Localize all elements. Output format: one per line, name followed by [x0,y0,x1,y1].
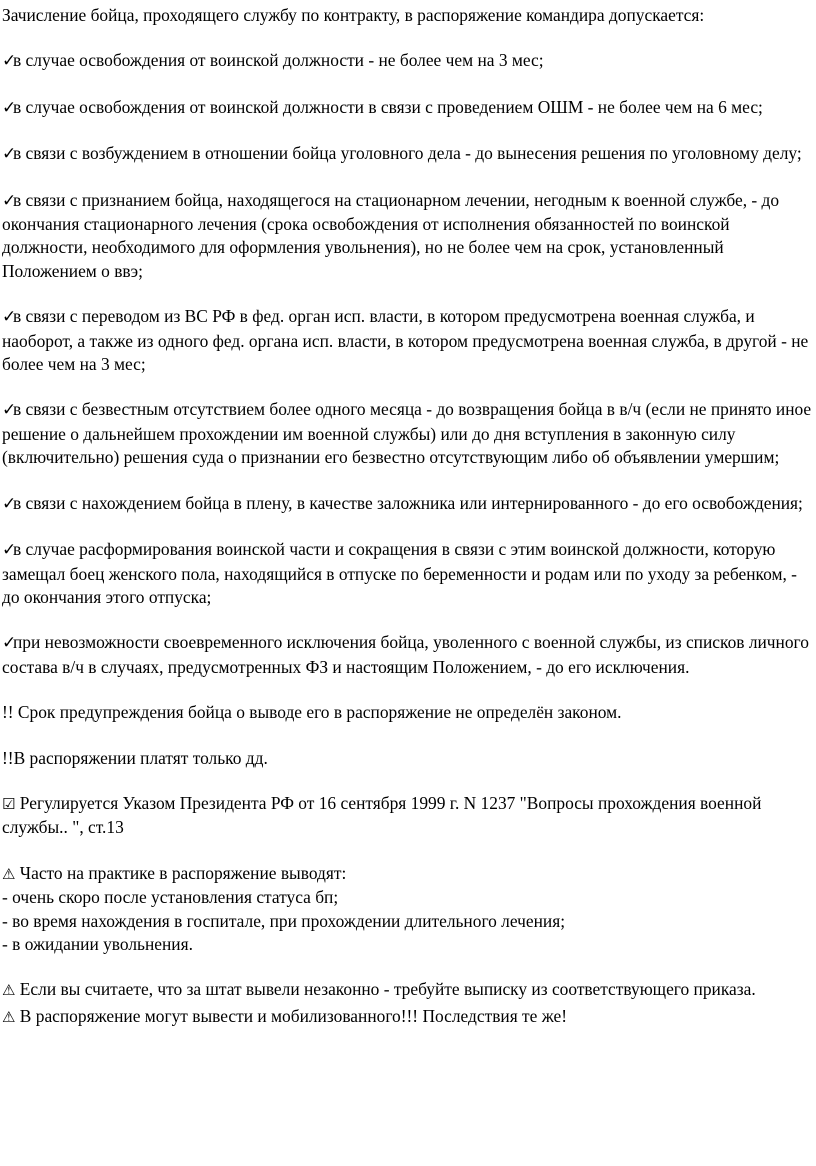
warning-period-note: !! Срок предупреждения бойца о выводе его в распоряжение не определён законом. [2,702,622,723]
illegal-removal-text: Если вы считаете, что за штат вывели незаконно - требуйте выписку из соответствующего приказа. [15,979,756,1000]
list-item [2,96,812,120]
checkbox-icon: ☑ [2,794,16,813]
list-item [2,142,812,166]
checkmark-icon: ✓ [2,144,17,165]
list-item-text: в связи с безвестным отсутствием более одного месяца - до возвращения бойца в в/ч (если не принято иное решение о дальнейшем прохождении им военной службы) или до дня вступления в законную силу (включительно) решения суда о признании его безвестно отсутствующим либо об объявлении умершим; [2,399,812,468]
practice-list-item: - в ожидании увольнения. [2,933,193,954]
list-item-text: в случае освобождения от воинской должности - не более чем на 3 мес; [13,50,544,71]
list-item [2,492,812,516]
warning-icon: ⚠ [2,981,16,1000]
pay-note: !!В распоряжении платят только дд. [2,747,268,768]
practice-list-item: - во время нахождения в госпитале, при прохождении длительного лечения; [2,910,566,931]
regulation-text: Регулируется Указом Президента РФ от 16 сентября 1999 г. N 1237 "Вопросы прохождения военной службы.. ", ст.13 [2,792,762,838]
checkmark-icon: ✓ [2,51,17,72]
practice-block [2,862,812,957]
practice-heading [2,862,812,886]
mobilized-note [2,1005,812,1029]
practice-list-item: - очень скоро после установления статуса бп; [2,887,339,908]
list-item [2,189,812,284]
list-item [2,631,812,679]
list-item-text: в связи с возбуждением в отношении бойца уголовного дела - до вынесения решения по уголовному делу; [13,143,802,164]
checkmark-icon: ✓ [2,633,17,654]
checkmark-icon: ✓ [2,190,17,211]
checkmark-icon: ✓ [2,493,17,514]
practice-list [2,886,812,956]
list-item-text: в связи с переводом из ВС РФ в фед. орган исп. власти, в котором предусмотрена военная служба, и наоборот, а также из одного фед. органа исп. власти, в котором предусмотрена военная служба, в другой - не более чем на 3 мес; [2,306,809,375]
mobilized-text: В распоряжение могут вывести и мобилизованного!!! Последствия те же! [15,1005,568,1026]
checkmark-icon: ✓ [2,97,17,118]
list-item [2,398,812,469]
list-item-text: в случае освобождения от воинской должности в связи с проведением ОШМ - не более чем на 6 мес; [13,96,763,117]
list-item [2,538,812,609]
list-item-text: в связи с нахождением бойца в плену, в качестве заложника или интернированного - до его освобождения; [13,492,803,513]
list-item-text: в связи с признанием бойца, находящегося на стационарном лечении, негодным к военной службе, - до окончания стационарного лечения (срока освобождения от исполнения обязанностей по воинской должности, необходимого для оформления увольнения), но не более чем на срок, установленный Положением о ввэ; [2,189,780,281]
regulation-note [2,792,812,840]
warning-icon: ⚠ [2,864,16,883]
list-item-text: в случае расформирования воинской части и сокращения в связи с этим воинской должности, которую замещал боец женского пола, находящийся в отпуске по беременности и родам или по уходу за ребенком, - до окончания этого отпуска; [2,539,797,607]
checkmark-icon: ✓ [2,540,17,561]
checkmark-icon: ✓ [2,307,17,328]
practice-heading-text: Часто на практике в распоряжение выводят: [15,862,347,883]
intro-text: Зачисление бойца, проходящего службу по контракту, в распоряжение командира допускается: [2,5,705,25]
list-item [2,305,812,376]
checkmark-icon: ✓ [2,400,17,421]
illegal-removal-note [2,978,812,1002]
list-item-text: при невозможности своевременного исключения бойца, уволенного с военной службы, из списков личного состава в/ч в случаях, предусмотренных ФЗ и настоящим Положением, - до его исключения. [2,632,809,677]
list-item [2,49,812,73]
warning-icon: ⚠ [2,1007,16,1026]
